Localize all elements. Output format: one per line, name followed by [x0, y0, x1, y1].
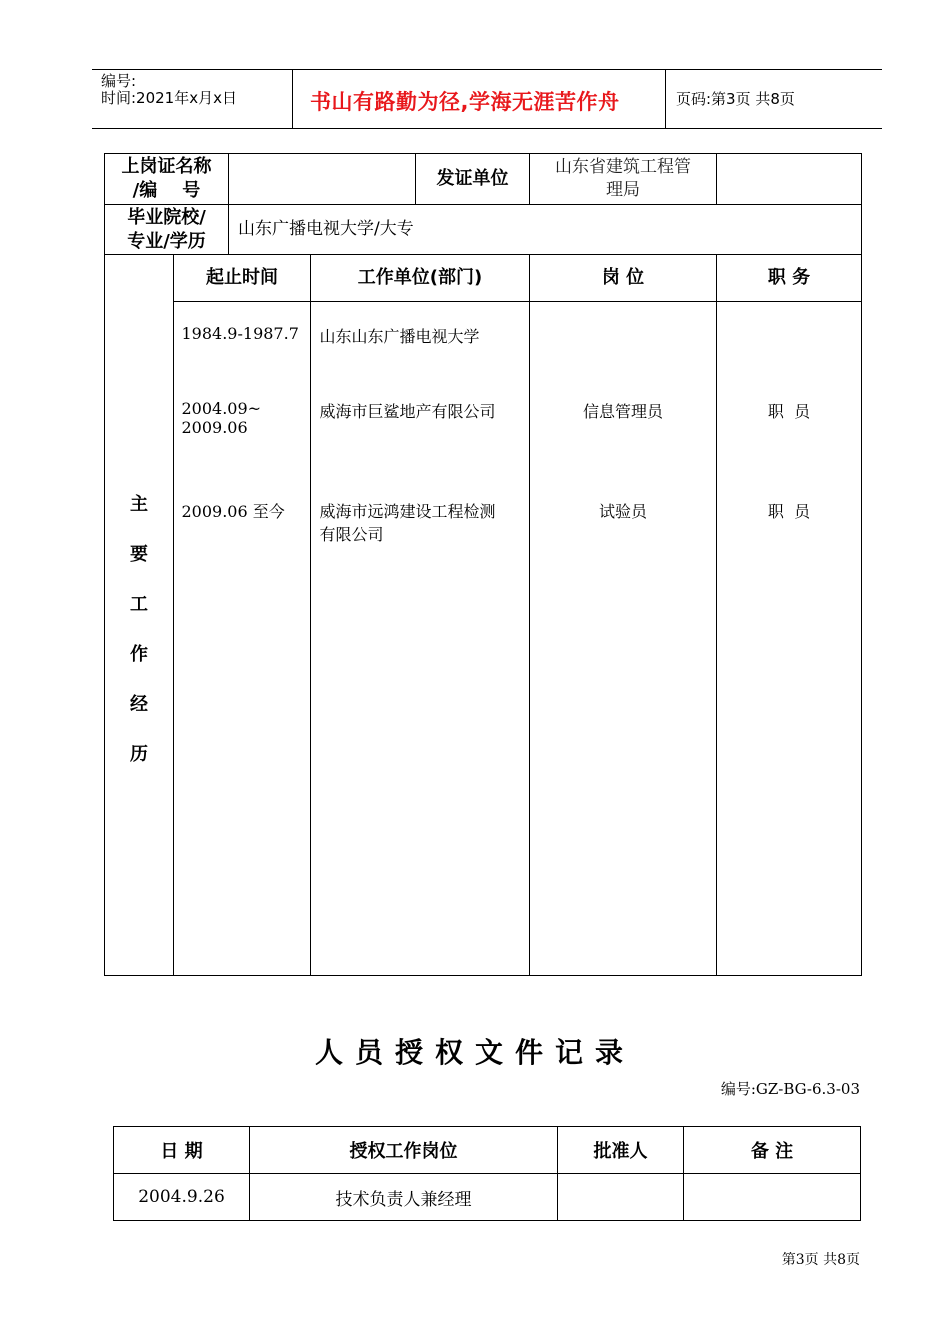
auth-col-post: 授权工作岗位: [250, 1127, 558, 1174]
education-label-line1: 毕业院校/: [127, 206, 206, 228]
cert-row: [105, 154, 862, 205]
work-employer: 威海市巨鲨地产有限公司: [319, 401, 496, 421]
header-divider-right: [665, 69, 666, 128]
education-label-line2: 专业/学历: [127, 230, 206, 252]
work-section-label: [105, 450, 173, 780]
work-section-char: 历: [130, 744, 148, 765]
work-section-char: 经: [130, 694, 148, 715]
auth-row: [114, 1174, 861, 1221]
col-position-header: 岗 位: [530, 255, 717, 302]
work-section-char: 工: [130, 594, 148, 615]
auth-approver: [558, 1174, 684, 1221]
work-employer: 威海市远鸿建设工程检测 有限公司: [319, 501, 496, 544]
work-section-label-cell: [105, 255, 174, 976]
work-header-row: [105, 255, 862, 302]
work-period: 2004.09~ 2009.06: [181, 398, 262, 437]
auth-col-remark: 备 注: [684, 1127, 861, 1174]
col-title-header: 职 务: [717, 255, 862, 302]
work-section-char: 主: [130, 494, 148, 515]
auth-col-date: 日 期: [114, 1127, 250, 1174]
col-employer-header: 工作单位(部门): [311, 255, 530, 302]
header-page-label: 页码:第3页 共8页: [676, 90, 795, 108]
auth-remark: [684, 1174, 861, 1221]
education-row: [105, 205, 862, 255]
header-time-label: 时间:2021年x月x日: [101, 89, 237, 107]
auth-doc-number: 编号:GZ-BG-6.3-03: [720, 1080, 860, 1098]
cert-issuer-value-line2: 理局: [606, 180, 640, 200]
header-number-label: 编号:: [101, 72, 137, 90]
education-value: 山东广播电视大学/大专: [229, 205, 862, 255]
work-position: 信息管理员: [582, 401, 663, 421]
cert-issuer-label: 发证单位: [416, 154, 530, 205]
auth-date: 2004.9.26: [114, 1174, 250, 1221]
header-motto: 书山有路勤为径,学海无涯苦作舟: [310, 90, 620, 114]
cert-name-label-line2: /编 号: [132, 180, 201, 201]
header-top-rule: [92, 69, 882, 70]
auth-header-row: [114, 1127, 861, 1174]
work-section-char: 作: [130, 644, 148, 665]
work-period: 1984.9-1987.7: [181, 323, 299, 343]
work-title: 职 员: [767, 501, 811, 521]
cert-name-value: [229, 154, 416, 205]
cert-extra-value: [717, 154, 862, 205]
auth-col-approver: 批准人: [558, 1127, 684, 1174]
education-label-cell: [105, 205, 229, 255]
auth-table: [113, 1126, 861, 1221]
footer-page: 第3页 共8页: [781, 1252, 860, 1268]
personnel-table: [104, 153, 862, 976]
work-period: 2009.06 至今: [181, 501, 285, 521]
header-divider-left: [292, 69, 293, 128]
cert-name-label-cell: [105, 154, 229, 205]
work-employer: 山东山东广播电视大学: [319, 326, 480, 346]
auth-post: 技术负责人兼经理: [250, 1174, 558, 1221]
work-section-char: 要: [130, 544, 148, 565]
cert-name-label-line1: 上岗证名称: [121, 156, 212, 177]
cert-issuer-value-line1: 山东省建筑工程管: [555, 157, 691, 177]
work-title: 职 员: [767, 401, 811, 421]
col-period-header: 起止时间: [174, 255, 311, 302]
auth-title: 人员授权文件记录: [314, 1036, 635, 1069]
cert-issuer-value-cell: [530, 154, 717, 205]
header-bottom-rule: [92, 128, 882, 129]
work-position: 试验员: [598, 501, 647, 521]
